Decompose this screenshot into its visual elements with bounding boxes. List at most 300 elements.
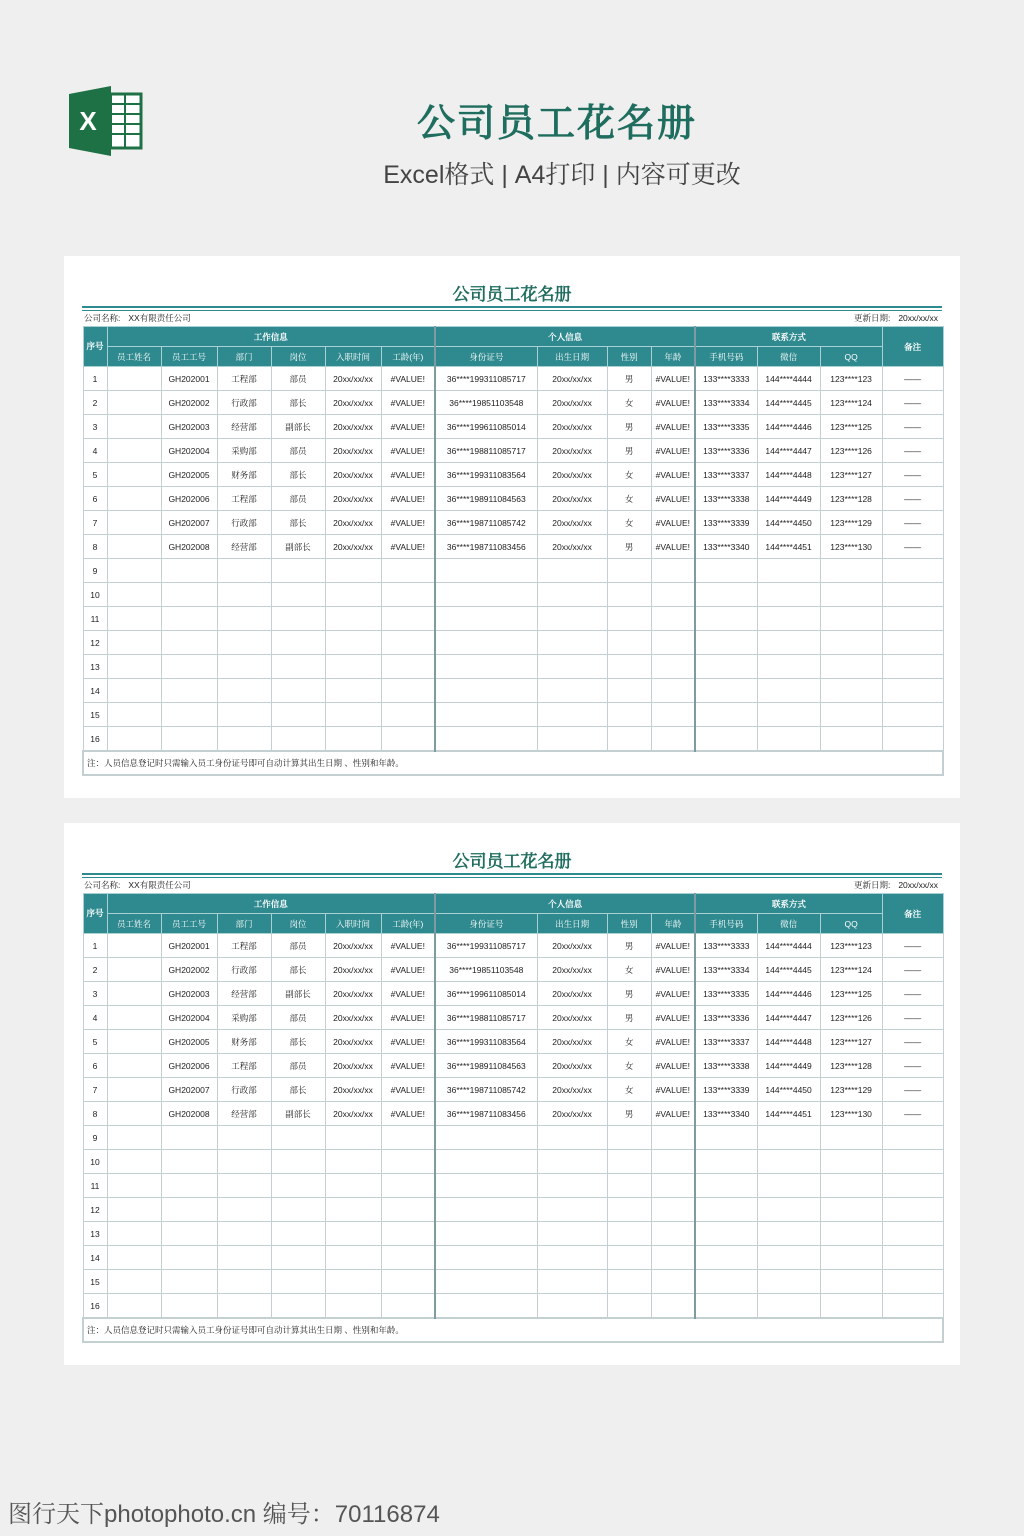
table-cell[interactable] (381, 1198, 435, 1222)
table-cell[interactable] (695, 1174, 757, 1198)
table-cell[interactable]: 男 (607, 367, 651, 391)
table-cell[interactable]: 144****4449 (757, 487, 820, 511)
table-cell[interactable]: 36****198811085717 (435, 1006, 537, 1030)
table-cell[interactable] (271, 1174, 325, 1198)
table-cell[interactable] (271, 1198, 325, 1222)
table-cell[interactable] (607, 1270, 651, 1294)
table-cell[interactable] (882, 1126, 943, 1150)
table-cell[interactable] (161, 559, 217, 583)
table-cell[interactable] (381, 1174, 435, 1198)
table-cell[interactable]: 133****3336 (695, 439, 757, 463)
table-cell[interactable]: #VALUE! (381, 391, 435, 415)
table-cell[interactable]: 采购部 (217, 1006, 271, 1030)
table-cell[interactable] (820, 679, 882, 703)
table-cell[interactable]: 133****3336 (695, 1006, 757, 1030)
table-cell[interactable] (537, 631, 607, 655)
table-cell[interactable] (820, 583, 882, 607)
table-cell[interactable] (435, 607, 537, 631)
table-cell[interactable]: 20xx/xx/xx (537, 1006, 607, 1030)
table-cell[interactable] (325, 1174, 381, 1198)
table-cell[interactable] (882, 559, 943, 583)
table-cell[interactable]: 20xx/xx/xx (537, 982, 607, 1006)
table-cell[interactable]: GH202003 (161, 982, 217, 1006)
table-cell[interactable]: 36****19851103548 (435, 958, 537, 982)
table-cell[interactable] (107, 1270, 161, 1294)
table-cell[interactable] (537, 1294, 607, 1319)
table-cell[interactable] (651, 607, 695, 631)
table-cell[interactable]: 36****198711083456 (435, 535, 537, 559)
table-cell[interactable] (882, 727, 943, 752)
table-cell[interactable]: 133****3333 (695, 367, 757, 391)
table-cell[interactable]: GH202001 (161, 934, 217, 958)
table-cell[interactable] (757, 1174, 820, 1198)
table-cell[interactable] (820, 655, 882, 679)
table-cell[interactable]: GH202002 (161, 958, 217, 982)
table-cell[interactable] (381, 727, 435, 752)
table-cell[interactable]: 男 (607, 1006, 651, 1030)
table-cell[interactable]: #VALUE! (651, 463, 695, 487)
table-cell[interactable] (757, 727, 820, 752)
table-cell[interactable]: 财务部 (217, 1030, 271, 1054)
table-cell[interactable]: 副部长 (271, 535, 325, 559)
table-cell[interactable]: 男 (607, 535, 651, 559)
table-cell[interactable]: 133****3335 (695, 982, 757, 1006)
table-cell[interactable] (161, 583, 217, 607)
table-cell[interactable] (381, 1270, 435, 1294)
table-cell[interactable] (381, 559, 435, 583)
table-cell[interactable] (882, 1174, 943, 1198)
table-cell[interactable] (537, 1246, 607, 1270)
table-cell[interactable]: 20xx/xx/xx (325, 439, 381, 463)
table-cell[interactable] (217, 1150, 271, 1174)
table-cell[interactable]: 133****3333 (695, 934, 757, 958)
table-cell[interactable]: 123****127 (820, 463, 882, 487)
table-cell[interactable]: 20xx/xx/xx (537, 958, 607, 982)
table-cell[interactable]: 经营部 (217, 415, 271, 439)
table-cell[interactable] (882, 679, 943, 703)
table-cell[interactable] (651, 1126, 695, 1150)
table-cell[interactable]: —— (882, 415, 943, 439)
table-cell[interactable] (435, 559, 537, 583)
table-cell[interactable]: 36****199611085014 (435, 982, 537, 1006)
table-cell[interactable] (695, 1294, 757, 1319)
table-cell[interactable]: GH202005 (161, 463, 217, 487)
table-cell[interactable] (217, 1294, 271, 1319)
table-cell[interactable] (435, 1270, 537, 1294)
table-cell[interactable] (217, 607, 271, 631)
table-cell[interactable]: 20xx/xx/xx (537, 367, 607, 391)
table-cell[interactable]: 部员 (271, 439, 325, 463)
table-cell[interactable]: 财务部 (217, 463, 271, 487)
table-cell[interactable] (820, 1294, 882, 1319)
table-cell[interactable] (651, 1246, 695, 1270)
table-cell[interactable] (651, 1198, 695, 1222)
table-cell[interactable] (435, 1198, 537, 1222)
table-cell[interactable] (537, 679, 607, 703)
table-cell[interactable]: 20xx/xx/xx (537, 391, 607, 415)
table-cell[interactable] (820, 703, 882, 727)
table-cell[interactable] (325, 727, 381, 752)
table-cell[interactable] (695, 607, 757, 631)
table-cell[interactable] (607, 1294, 651, 1319)
table-cell[interactable]: 123****123 (820, 367, 882, 391)
table-cell[interactable]: 133****3337 (695, 1030, 757, 1054)
table-cell[interactable] (607, 679, 651, 703)
table-cell[interactable] (820, 1150, 882, 1174)
table-cell[interactable]: 36****199311085717 (435, 934, 537, 958)
table-cell[interactable]: 20xx/xx/xx (325, 487, 381, 511)
table-cell[interactable]: —— (882, 535, 943, 559)
table-cell[interactable] (820, 1270, 882, 1294)
table-cell[interactable] (607, 1222, 651, 1246)
table-cell[interactable]: —— (882, 391, 943, 415)
table-cell[interactable]: —— (882, 487, 943, 511)
table-cell[interactable]: 123****128 (820, 1054, 882, 1078)
table-cell[interactable]: 36****199311083564 (435, 1030, 537, 1054)
table-cell[interactable]: —— (882, 463, 943, 487)
table-cell[interactable] (435, 583, 537, 607)
table-cell[interactable] (435, 679, 537, 703)
table-cell[interactable]: 144****4444 (757, 367, 820, 391)
table-cell[interactable]: 工程部 (217, 934, 271, 958)
table-cell[interactable]: 20xx/xx/xx (537, 415, 607, 439)
table-cell[interactable] (695, 703, 757, 727)
table-cell[interactable] (882, 703, 943, 727)
table-cell[interactable]: 20xx/xx/xx (537, 487, 607, 511)
table-cell[interactable] (537, 703, 607, 727)
table-cell[interactable] (820, 1174, 882, 1198)
table-cell[interactable] (381, 703, 435, 727)
table-cell[interactable] (381, 1126, 435, 1150)
table-cell[interactable]: 144****4449 (757, 1054, 820, 1078)
table-cell[interactable]: #VALUE! (381, 1030, 435, 1054)
table-cell[interactable] (161, 1150, 217, 1174)
table-cell[interactable]: 20xx/xx/xx (325, 367, 381, 391)
table-cell[interactable] (882, 1222, 943, 1246)
table-cell[interactable] (882, 1246, 943, 1270)
table-cell[interactable]: #VALUE! (651, 1102, 695, 1126)
table-cell[interactable] (325, 655, 381, 679)
table-cell[interactable] (757, 703, 820, 727)
table-cell[interactable]: 行政部 (217, 511, 271, 535)
table-cell[interactable] (107, 1150, 161, 1174)
table-cell[interactable]: 144****4448 (757, 1030, 820, 1054)
table-cell[interactable]: 经营部 (217, 1102, 271, 1126)
table-cell[interactable] (435, 1246, 537, 1270)
table-cell[interactable] (271, 703, 325, 727)
table-cell[interactable]: 20xx/xx/xx (325, 1054, 381, 1078)
table-cell[interactable] (820, 1126, 882, 1150)
table-cell[interactable] (607, 583, 651, 607)
table-cell[interactable] (217, 1198, 271, 1222)
table-cell[interactable] (107, 1054, 161, 1078)
table-cell[interactable] (381, 1222, 435, 1246)
table-cell[interactable]: #VALUE! (381, 1006, 435, 1030)
table-cell[interactable]: 男 (607, 982, 651, 1006)
table-cell[interactable] (757, 1222, 820, 1246)
table-cell[interactable]: 133****3340 (695, 1102, 757, 1126)
table-cell[interactable] (271, 1126, 325, 1150)
table-cell[interactable] (107, 655, 161, 679)
table-cell[interactable] (882, 655, 943, 679)
table-cell[interactable]: 144****4451 (757, 1102, 820, 1126)
table-cell[interactable]: 20xx/xx/xx (325, 934, 381, 958)
table-cell[interactable] (107, 1030, 161, 1054)
table-cell[interactable] (325, 1294, 381, 1319)
table-cell[interactable]: 部长 (271, 958, 325, 982)
table-cell[interactable] (161, 1198, 217, 1222)
table-cell[interactable]: 部长 (271, 391, 325, 415)
table-cell[interactable] (107, 511, 161, 535)
table-cell[interactable] (607, 727, 651, 752)
table-cell[interactable]: #VALUE! (651, 535, 695, 559)
table-cell[interactable] (271, 727, 325, 752)
table-cell[interactable]: 20xx/xx/xx (325, 982, 381, 1006)
table-cell[interactable] (107, 1078, 161, 1102)
table-cell[interactable] (607, 655, 651, 679)
table-cell[interactable]: GH202007 (161, 1078, 217, 1102)
table-cell[interactable] (271, 1246, 325, 1270)
table-cell[interactable] (271, 1294, 325, 1319)
table-cell[interactable]: GH202002 (161, 391, 217, 415)
table-cell[interactable]: #VALUE! (381, 934, 435, 958)
table-cell[interactable] (435, 1294, 537, 1319)
table-cell[interactable]: 133****3338 (695, 1054, 757, 1078)
table-cell[interactable] (607, 1198, 651, 1222)
table-cell[interactable] (161, 607, 217, 631)
table-cell[interactable]: 144****4446 (757, 982, 820, 1006)
table-cell[interactable] (217, 1270, 271, 1294)
table-cell[interactable] (695, 1246, 757, 1270)
table-cell[interactable]: #VALUE! (651, 958, 695, 982)
table-cell[interactable] (107, 1126, 161, 1150)
table-cell[interactable]: GH202006 (161, 1054, 217, 1078)
table-cell[interactable]: 20xx/xx/xx (537, 511, 607, 535)
table-cell[interactable] (107, 934, 161, 958)
table-cell[interactable] (217, 559, 271, 583)
table-cell[interactable]: #VALUE! (651, 415, 695, 439)
table-cell[interactable]: 123****127 (820, 1030, 882, 1054)
table-cell[interactable]: GH202003 (161, 415, 217, 439)
table-cell[interactable]: 36****198911084563 (435, 487, 537, 511)
table-cell[interactable] (271, 1270, 325, 1294)
table-cell[interactable]: 36****198911084563 (435, 1054, 537, 1078)
table-cell[interactable]: 133****3340 (695, 535, 757, 559)
table-cell[interactable]: 20xx/xx/xx (537, 463, 607, 487)
table-cell[interactable]: 20xx/xx/xx (325, 958, 381, 982)
table-cell[interactable]: 行政部 (217, 391, 271, 415)
table-cell[interactable] (161, 727, 217, 752)
table-cell[interactable] (435, 1222, 537, 1246)
table-cell[interactable]: 36****199311083564 (435, 463, 537, 487)
table-cell[interactable] (757, 1270, 820, 1294)
table-cell[interactable] (107, 1174, 161, 1198)
table-cell[interactable]: 144****4451 (757, 535, 820, 559)
table-cell[interactable] (695, 1222, 757, 1246)
table-cell[interactable]: 123****126 (820, 1006, 882, 1030)
table-cell[interactable] (161, 631, 217, 655)
table-cell[interactable] (325, 679, 381, 703)
table-cell[interactable]: —— (882, 982, 943, 1006)
table-cell[interactable] (882, 1294, 943, 1319)
table-cell[interactable] (217, 583, 271, 607)
table-cell[interactable] (107, 703, 161, 727)
table-cell[interactable]: 36****198811085717 (435, 439, 537, 463)
table-cell[interactable] (271, 631, 325, 655)
table-cell[interactable]: 女 (607, 463, 651, 487)
table-cell[interactable] (325, 1222, 381, 1246)
table-cell[interactable]: GH202006 (161, 487, 217, 511)
table-cell[interactable] (820, 1222, 882, 1246)
table-cell[interactable] (757, 1198, 820, 1222)
table-cell[interactable]: 144****4446 (757, 415, 820, 439)
table-cell[interactable]: —— (882, 1102, 943, 1126)
table-cell[interactable] (607, 1126, 651, 1150)
table-cell[interactable] (325, 1150, 381, 1174)
table-cell[interactable]: 144****4447 (757, 439, 820, 463)
table-cell[interactable]: #VALUE! (651, 367, 695, 391)
table-cell[interactable] (651, 559, 695, 583)
table-cell[interactable] (757, 679, 820, 703)
table-cell[interactable]: 20xx/xx/xx (537, 1030, 607, 1054)
table-cell[interactable]: 133****3339 (695, 1078, 757, 1102)
table-cell[interactable]: 部员 (271, 367, 325, 391)
table-cell[interactable]: 144****4447 (757, 1006, 820, 1030)
table-cell[interactable] (651, 703, 695, 727)
table-cell[interactable] (325, 631, 381, 655)
table-cell[interactable] (107, 958, 161, 982)
table-cell[interactable]: 女 (607, 391, 651, 415)
table-cell[interactable] (217, 679, 271, 703)
table-cell[interactable] (435, 1174, 537, 1198)
table-cell[interactable]: 女 (607, 1054, 651, 1078)
table-cell[interactable] (107, 1294, 161, 1319)
table-cell[interactable] (217, 1126, 271, 1150)
table-cell[interactable] (381, 631, 435, 655)
table-cell[interactable]: 123****125 (820, 982, 882, 1006)
table-cell[interactable] (107, 391, 161, 415)
table-cell[interactable] (107, 1222, 161, 1246)
table-cell[interactable]: 123****123 (820, 934, 882, 958)
table-cell[interactable]: 123****130 (820, 535, 882, 559)
table-cell[interactable] (695, 679, 757, 703)
table-cell[interactable] (107, 679, 161, 703)
table-cell[interactable]: 144****4448 (757, 463, 820, 487)
table-cell[interactable] (820, 1246, 882, 1270)
table-cell[interactable] (161, 1294, 217, 1319)
table-cell[interactable] (537, 727, 607, 752)
table-cell[interactable] (107, 583, 161, 607)
table-cell[interactable]: 女 (607, 1078, 651, 1102)
table-cell[interactable]: 副部长 (271, 1102, 325, 1126)
table-cell[interactable]: —— (882, 958, 943, 982)
table-cell[interactable] (107, 487, 161, 511)
table-cell[interactable] (757, 559, 820, 583)
table-cell[interactable]: —— (882, 934, 943, 958)
table-cell[interactable]: #VALUE! (381, 958, 435, 982)
table-cell[interactable] (651, 583, 695, 607)
table-cell[interactable] (107, 1102, 161, 1126)
table-cell[interactable]: 123****128 (820, 487, 882, 511)
table-cell[interactable]: 部员 (271, 1006, 325, 1030)
table-cell[interactable] (381, 1150, 435, 1174)
table-cell[interactable] (695, 727, 757, 752)
table-cell[interactable] (271, 655, 325, 679)
table-cell[interactable]: 工程部 (217, 487, 271, 511)
table-cell[interactable] (435, 1150, 537, 1174)
table-cell[interactable] (271, 1222, 325, 1246)
table-cell[interactable] (607, 631, 651, 655)
table-cell[interactable]: #VALUE! (381, 463, 435, 487)
table-cell[interactable]: 部长 (271, 1078, 325, 1102)
table-cell[interactable] (217, 1174, 271, 1198)
table-cell[interactable] (381, 655, 435, 679)
table-cell[interactable]: 20xx/xx/xx (325, 391, 381, 415)
table-cell[interactable] (651, 1222, 695, 1246)
table-cell[interactable]: 20xx/xx/xx (537, 1078, 607, 1102)
table-cell[interactable] (651, 1150, 695, 1174)
table-cell[interactable] (651, 679, 695, 703)
table-cell[interactable]: GH202008 (161, 535, 217, 559)
table-cell[interactable]: 20xx/xx/xx (325, 1006, 381, 1030)
table-cell[interactable]: 部长 (271, 1030, 325, 1054)
table-cell[interactable]: 部员 (271, 934, 325, 958)
table-cell[interactable]: 部员 (271, 487, 325, 511)
table-cell[interactable]: 女 (607, 511, 651, 535)
table-cell[interactable] (537, 1126, 607, 1150)
table-cell[interactable] (537, 655, 607, 679)
table-cell[interactable]: 133****3334 (695, 391, 757, 415)
table-cell[interactable]: 133****3334 (695, 958, 757, 982)
table-cell[interactable] (107, 1246, 161, 1270)
table-cell[interactable]: 144****4445 (757, 958, 820, 982)
table-cell[interactable] (651, 1294, 695, 1319)
table-cell[interactable]: 36****198711085742 (435, 511, 537, 535)
table-cell[interactable]: #VALUE! (651, 1054, 695, 1078)
table-cell[interactable]: #VALUE! (651, 391, 695, 415)
table-cell[interactable]: 20xx/xx/xx (325, 415, 381, 439)
table-cell[interactable]: 行政部 (217, 1078, 271, 1102)
table-cell[interactable] (757, 607, 820, 631)
table-cell[interactable]: GH202001 (161, 367, 217, 391)
table-cell[interactable] (325, 559, 381, 583)
table-cell[interactable] (651, 1270, 695, 1294)
table-cell[interactable]: #VALUE! (381, 415, 435, 439)
table-cell[interactable] (381, 1294, 435, 1319)
table-cell[interactable]: 男 (607, 439, 651, 463)
table-cell[interactable] (107, 559, 161, 583)
table-cell[interactable]: GH202007 (161, 511, 217, 535)
table-cell[interactable]: 20xx/xx/xx (537, 439, 607, 463)
table-cell[interactable] (107, 439, 161, 463)
table-cell[interactable]: 144****4450 (757, 1078, 820, 1102)
table-cell[interactable] (695, 559, 757, 583)
table-cell[interactable] (107, 631, 161, 655)
table-cell[interactable] (271, 679, 325, 703)
table-cell[interactable] (757, 1150, 820, 1174)
table-cell[interactable]: 副部长 (271, 982, 325, 1006)
table-cell[interactable] (325, 1126, 381, 1150)
table-cell[interactable]: GH202005 (161, 1030, 217, 1054)
table-cell[interactable] (882, 583, 943, 607)
table-cell[interactable] (107, 982, 161, 1006)
table-cell[interactable] (757, 1246, 820, 1270)
table-cell[interactable] (381, 679, 435, 703)
table-cell[interactable] (107, 367, 161, 391)
table-cell[interactable]: #VALUE! (651, 511, 695, 535)
table-cell[interactable] (695, 1126, 757, 1150)
table-cell[interactable] (325, 703, 381, 727)
